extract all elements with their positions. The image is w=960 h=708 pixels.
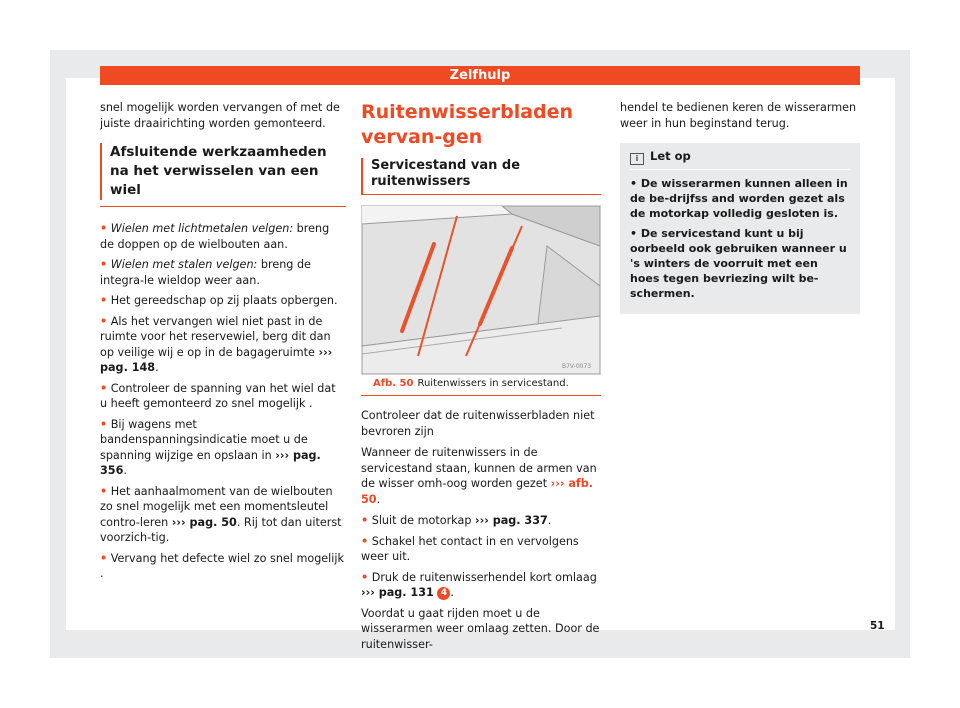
list-item: • Controleer de spanning van het wiel dat u heeft gemonteerd zo snel mogelijk . bbox=[100, 381, 336, 410]
wiper-illustration bbox=[362, 206, 600, 374]
list-item: • Wielen met lichtmetalen velgen: breng de doppen op de wielbouten aan. bbox=[100, 222, 330, 251]
figure-code: B7V-0073 bbox=[562, 363, 592, 370]
page-link[interactable]: ››› pag. 148 bbox=[100, 345, 333, 374]
figure-caption: Afb. 50 Ruitenwissers in servicestand. bbox=[361, 375, 601, 396]
bullet-icon: • bbox=[361, 570, 369, 584]
paragraph: Wanneer de ruitenwissers in de servicestand staan, kunnen de armen van de wisser omh-oog worden gezet ››› afb. 50. bbox=[361, 446, 597, 506]
list-item: • Schakel het contact in en vervolgens weer uit. bbox=[361, 534, 579, 563]
column-left bbox=[100, 100, 346, 587]
bullet-icon: • bbox=[100, 314, 108, 328]
list-item: • Als het vervangen wiel niet past in de ruimte voor het reservewiel, berg dit dan op veilige wij e op in de bagageruimte ››› pag. 148. bbox=[100, 314, 333, 374]
note-item: • De wisserarmen kunnen alleen in de be-drijfss and worden gezet als de motorkap volledig gesloten is. bbox=[630, 177, 848, 220]
bullet-icon: • bbox=[361, 534, 369, 548]
subsection-heading: Servicestand van de ruitenwissers bbox=[361, 158, 601, 195]
control-number-badge: 4 bbox=[437, 587, 450, 600]
list-item: • Sluit de motorkap ››› pag. 337. bbox=[361, 514, 552, 527]
note-box bbox=[620, 143, 860, 314]
column-middle bbox=[361, 100, 601, 658]
page-title: Ruitenwisserbladen vervan-gen bbox=[361, 101, 574, 148]
info-icon: i bbox=[630, 153, 644, 165]
wiper-figure bbox=[361, 205, 601, 375]
list-item: • Het gereedschap op zij plaats opbergen. bbox=[100, 294, 338, 307]
column-right bbox=[620, 100, 860, 314]
page-link[interactable]: ››› pag. 131 bbox=[361, 586, 434, 599]
page-link[interactable]: ››› pag. 50 bbox=[171, 515, 237, 529]
section-heading: Afsluitende werkzaamheden na het verwisselen van een wiel bbox=[100, 143, 346, 207]
list-item: • Vervang het defecte wiel zo snel mogelijk . bbox=[100, 551, 344, 580]
list-item: • Wielen met stalen velgen: breng de integra-le wieldop weer aan. bbox=[100, 258, 311, 287]
paragraph: Voordat u gaat rijden moet u de wisserarmen weer omlaag zetten. Door de ruitenwisser- bbox=[361, 606, 600, 651]
paragraph: Controleer dat de ruitenwisserbladen niet bevroren zijn bbox=[361, 409, 595, 438]
page-link[interactable]: ››› pag. 337 bbox=[474, 514, 548, 527]
bullet-icon: • bbox=[100, 417, 108, 431]
page-number: 51 bbox=[870, 620, 885, 632]
note-item: • De servicestand kunt u bij oorbeeld ook gebruiken wanneer u 's winters de voorruit met een hoes tegen bevriezing wilt be-schermen. bbox=[630, 227, 847, 300]
bullet-icon: • bbox=[100, 551, 108, 565]
figure-link[interactable]: ››› afb. 50 bbox=[361, 477, 594, 506]
bullet-icon: • bbox=[100, 484, 108, 498]
paragraph: hendel te bedienen keren de wisserarmen weer in hun beginstand terug. bbox=[620, 101, 857, 130]
bullet-icon: • bbox=[100, 258, 108, 271]
list-item: • Druk de ruitenwisserhendel kort omlaag ››› pag. 131 4 . bbox=[361, 570, 597, 599]
bullet-icon: • bbox=[100, 294, 108, 307]
bullet-icon: • bbox=[100, 381, 108, 395]
intro-paragraph: snel mogelijk worden vervangen of met de juiste draairichting worden gemonteerd. bbox=[100, 101, 340, 130]
list-item: • Het aanhaalmoment van de wielbouten zo snel mogelijk met een momentsleutel contro-leren ››› pag. 50. Rij tot dan uiterst voorzich-tig. bbox=[100, 484, 342, 544]
page-link[interactable]: ››› pag. 356 bbox=[100, 448, 321, 477]
bullet-icon: • bbox=[361, 514, 369, 527]
bullet-icon: • bbox=[100, 222, 108, 235]
list-item: • Bij wagens met bandenspanningsindicatie moet u de spanning wijzige en opslaan in ››› pag. 356. bbox=[100, 417, 321, 477]
section-header: Zelfhulp bbox=[100, 66, 860, 85]
note-header: i Let op bbox=[630, 149, 850, 170]
